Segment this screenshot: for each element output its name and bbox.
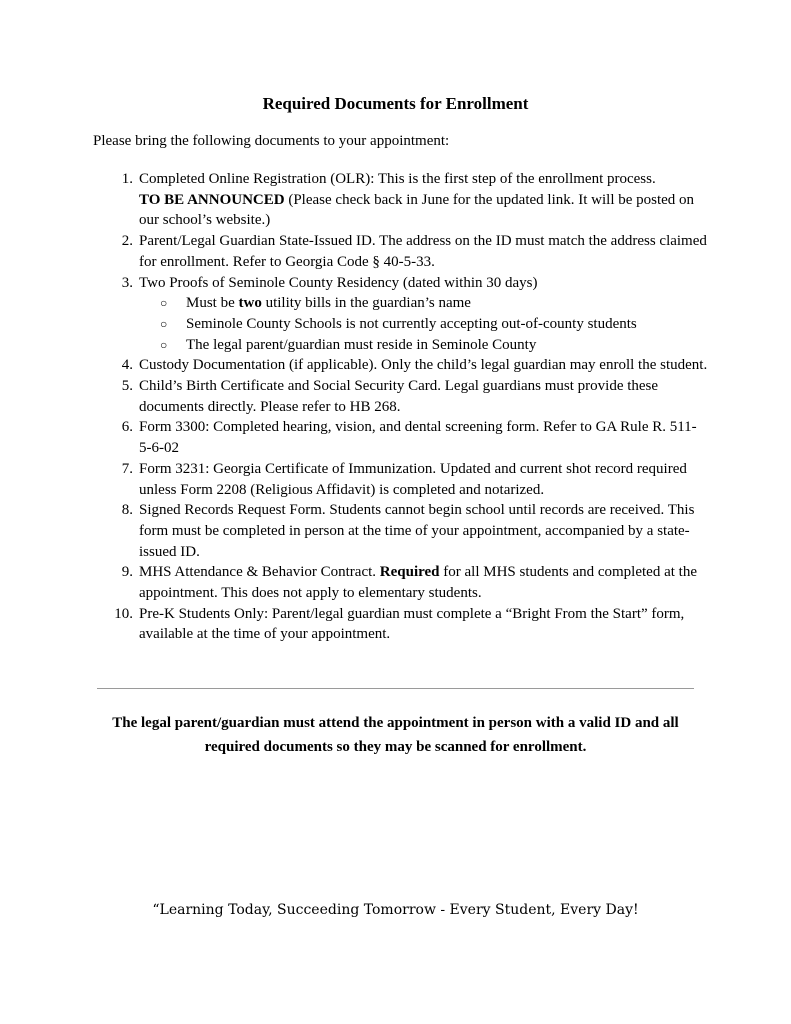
item-number: 7. <box>121 460 133 477</box>
sub-item-bold-text: two <box>238 295 262 312</box>
item-text: Signed Records Request Form. Students cannot begin school until records are received. This form must be completed in person at the time of your appointment, accompanied by a state-issued ID. <box>139 502 695 560</box>
item-text: Completed Online Registration (OLR): This is the first step of the enrollment process. <box>139 171 656 187</box>
list-item <box>121 355 709 376</box>
sub-item-text-continued: utility bills in the guardian’s name <box>261 295 471 312</box>
item-text: Custody Documentation (if applicable). Only the child’s legal guardian may enroll the student. <box>139 357 708 374</box>
list-item <box>114 604 709 645</box>
item-text: Two Proofs of Seminole County Residency (dated within 30 days) <box>139 274 538 291</box>
list-item <box>121 169 709 231</box>
hollow-circle-bullet-icon: ○ <box>160 316 168 331</box>
item-number: 10. <box>114 605 133 622</box>
sub-item-text: The legal parent/guardian must reside in Seminole County <box>186 336 537 353</box>
item-bold-text: TO BE ANNOUNCED <box>139 191 285 208</box>
item-text: Form 3300: Completed hearing, vision, and dental screening form. Refer to GA Rule R. 511-5-6-02 <box>139 419 697 457</box>
list-item <box>121 562 709 603</box>
sub-list-item <box>139 293 709 314</box>
item-number: 4. <box>121 357 133 374</box>
list-item <box>121 500 709 562</box>
horizontal-divider <box>97 688 694 689</box>
item-text: Pre-K Students Only: Parent/legal guardian must complete a “Bright From the Start” form, available at the time of your appointment. <box>139 605 685 643</box>
sub-list-item <box>139 314 709 335</box>
item-number: 8. <box>121 502 133 519</box>
list-item <box>121 459 709 500</box>
sub-list-item <box>139 335 709 356</box>
school-motto: “Learning Today, Succeeding Tomorrow - Every Student, Every Day! <box>152 902 639 918</box>
item-bold-text: Required <box>379 564 440 581</box>
item-number: 1. <box>121 171 133 187</box>
attendance-notice: The legal parent/guardian must attend the appointment in person with a valid ID and all required documents so they may be scanned for enrollment. <box>112 715 679 755</box>
page-title: Required Documents for Enrollment <box>262 94 529 113</box>
item-number: 5. <box>121 378 133 395</box>
item-number: 2. <box>121 233 133 250</box>
hollow-circle-bullet-icon: ○ <box>160 337 168 352</box>
list-item <box>121 417 709 458</box>
item-text: MHS Attendance & Behavior Contract. <box>139 564 380 581</box>
intro-text: Please bring the following documents to your appointment: <box>93 133 450 149</box>
sub-list <box>139 293 709 355</box>
item-text-continued: for all MHS students and completed at the appointment. This does not apply to elementary students. <box>139 564 697 602</box>
item-text: Form 3231: Georgia Certificate of Immunization. Updated and current shot record required unless Form 2208 (Religious Affidavit) is completed and notarized. <box>139 460 687 498</box>
sub-item-text: Must be <box>186 295 239 312</box>
hollow-circle-bullet-icon: ○ <box>160 296 168 311</box>
item-number: 3. <box>121 274 133 291</box>
list-item <box>121 231 709 272</box>
document-list <box>114 169 709 645</box>
sub-item-text: Seminole County Schools is not currently accepting out-of-county students <box>186 315 637 332</box>
list-item <box>121 273 709 356</box>
item-number: 9. <box>121 564 133 581</box>
list-item <box>121 376 709 417</box>
item-text-continued: (Please check back in June for the updated link. It will be posted on our school’s website.) <box>139 191 695 229</box>
item-text: Child’s Birth Certificate and Social Security Card. Legal guardians must provide these documents directly. Please refer to HB 268. <box>139 378 659 415</box>
item-text: Parent/Legal Guardian State-Issued ID. The address on the ID must match the address claimed for enrollment. Refer to Georgia Code § 40-5-33. <box>139 233 707 270</box>
item-number: 6. <box>121 419 133 436</box>
